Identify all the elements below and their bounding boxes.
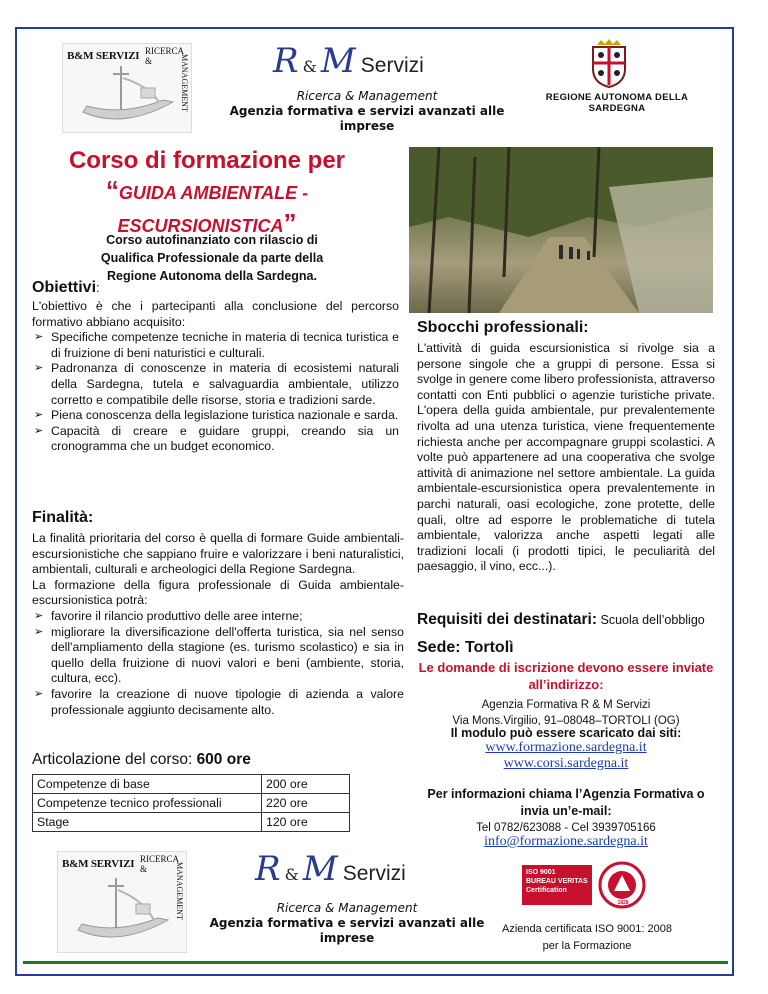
bm-servizi-logo — [62, 43, 192, 133]
list-item: ➢ migliorare la diversificazione dell'offerta turistica, sia nel senso dell'ampliamento della stagione (es. turismo scolastico) e sia in quello della fruizione di nuovi valori e beni (ambiente, storia, cultura, ecc). — [32, 625, 404, 687]
obiettivi-section — [32, 299, 399, 455]
obiettivi-heading-text: Obiettivi — [32, 279, 97, 296]
wordmark-r: R — [273, 41, 299, 81]
table-cell: 200 ore — [262, 775, 350, 794]
footer-wordmark-m: M — [302, 849, 338, 889]
link-corsi[interactable]: www.corsi.sardegna.it — [503, 756, 629, 771]
footer-bm-logo-name: B&M SERVIZI — [62, 858, 135, 870]
link-formazione[interactable]: www.formazione.sardegna.it — [485, 740, 647, 755]
table-row — [33, 813, 350, 832]
address-street: Via Mons.Virgilio, 91–08048–TORTOLI (OG) — [452, 715, 680, 727]
table-cell: 220 ore — [262, 794, 350, 813]
articolazione-hours: 600 ore — [196, 751, 251, 768]
obiettivi-heading — [32, 279, 100, 297]
bm-logo-name: B&M SERVIZI — [67, 50, 140, 62]
certification-label: Certification — [526, 887, 567, 894]
footer-subtitle-italic: Ricerca & Management — [276, 901, 418, 915]
cert-line1: Azienda certificata ISO 9001: 2008 — [502, 923, 672, 935]
finalita-para1: La finalità prioritaria del corso è quella di formare Guide ambientali-escursionistiche che sappiano fruire e valorizzare i beni naturalistici, ambientali, culturali e archeologici della Regione Sardegna. — [32, 531, 404, 577]
list-item: ➢ favorire la creazione di nuove tipologie di azienda a valore professionale aggiunto decisamente alto. — [32, 687, 404, 718]
trail-scene-image — [409, 147, 713, 313]
finalita-section — [32, 531, 404, 718]
footer-wordmark-amp: & — [284, 865, 299, 884]
course-title-escursionistica: ESCURSIONISTICA — [117, 216, 284, 236]
modulo-section — [415, 726, 717, 772]
requisiti-value: Scuola dell’obbligo — [597, 613, 705, 627]
wordmark-servizi: Servizi — [360, 54, 424, 77]
articolazione-label: Articolazione del corso: — [32, 751, 197, 768]
course-subhead: Corso autofinanziato con rilascio di Qualifica Professionale da parte della Regione Autonoma della Sardegna. — [100, 233, 324, 283]
course-title-line1: Corso di formazione per — [68, 147, 346, 174]
table-row — [33, 775, 350, 794]
course-title — [57, 147, 357, 241]
list-item: ➢ Padronanza di conoscenze in materia di ecosistemi naturali della Sardegna, tutela e salvaguardia ambientale, utilizzo corretto e compatibile delle risorse, storia e tradizioni sarde. — [32, 361, 399, 408]
wordmark-amp: & — [302, 57, 317, 76]
bureau-veritas-seal-year: 1828 — [617, 900, 629, 906]
table-cell: Stage — [33, 813, 262, 832]
list-item: ➢ Piena conoscenza della legislazione turistica nazionale e sarda. — [32, 408, 399, 424]
list-item: ➢ Specifiche competenze tecniche in materia di tecnica turistica e di fruizione di beni naturistici e culturali. — [32, 330, 399, 361]
iso-red-block — [522, 865, 592, 905]
iso-certification-badge — [522, 861, 650, 909]
region-name: REGIONE AUTONOMA DELLA SARDEGNA — [545, 92, 689, 114]
list-item: ➢ Capacità di creare e guidare gruppi, creando sia un cronogramma che un budget economico. — [32, 424, 399, 455]
info-heading: Per informazioni chiama l’Agenzia Formativa o invia un’e-mail: — [427, 787, 705, 818]
footer-wordmark-r: R — [255, 849, 281, 889]
open-quote: “ — [105, 175, 119, 205]
course-title-guida: GUIDA AMBIENTALE - — [118, 183, 309, 203]
sbocchi-text: L'attività di guida escursionistica si rivolge sia a persone singole che a gruppi di persone. Essa si svolge in genere come libero professionista, attraverso contatti con Enti pubblici o agenzie turistiche private. L'opera della guida ambientale, pur prevalentemente rivolta ad una utenza turistica, viene frequentemente richiesta anche per accompagnare gruppi scolastici. A volte può appartenere ad una cooperativa che svolge attività di animazione nel settore ambientale. La guida ambientale-escursionistica opera prevalentemente in parchi naturali, oasi ecologiche, zone protette, delle quali, oltre ad esporre le problematiche di tutela ambientale, valorizza anche aspetti legati alle tradizioni locali (i prodotti tipici, le peculiarità del paesaggio, il vino, ecc...). — [417, 341, 716, 574]
bureau-veritas-label: BUREAU VERITAS — [526, 878, 588, 885]
address-agency: Agenzia Formativa R & M Servizi — [481, 699, 651, 711]
header-subtitle-italic: Ricerca & Management — [296, 89, 438, 103]
footer-bm-logo-ricerca: RICERCA & — [140, 854, 179, 874]
sede-heading: Sede: Tortolì — [417, 639, 514, 656]
table-cell: Competenze di base — [33, 775, 262, 794]
modulo-heading: Il modulo può essere scaricato dai siti: — [450, 726, 682, 740]
finalita-heading: Finalità: — [32, 509, 94, 526]
wordmark-m: M — [320, 41, 356, 81]
iso-label: ISO 9001 — [526, 869, 556, 876]
header-subtitle-bold: Agenzia formativa e servizi avanzati alle imprese — [229, 104, 505, 133]
requisiti-heading: Requisiti dei destinatari: — [417, 611, 598, 628]
hours-table — [32, 774, 350, 832]
footer-rm-servizi-wordmark — [255, 849, 455, 897]
requisiti-line — [417, 611, 705, 629]
flyer-page — [15, 27, 734, 976]
footer-bm-logo-management: MANAGEMENT — [175, 862, 184, 920]
close-quote: ” — [283, 208, 297, 238]
rm-servizi-wordmark — [273, 41, 473, 89]
bm-logo-management: MANAGEMENT — [180, 54, 189, 112]
table-row — [33, 794, 350, 813]
info-section — [415, 786, 717, 850]
finalita-para2: La formazione della figura professionale di Guida ambientale-escursionistica potrà: — [32, 577, 404, 608]
sbocchi-heading: Sbocchi professionali: — [417, 319, 589, 336]
finalita-list — [32, 609, 404, 718]
obiettivi-list — [32, 330, 399, 455]
articolazione-heading — [32, 751, 251, 769]
domande-section — [415, 659, 717, 729]
table-cell: Competenze tecnico professionali — [33, 794, 262, 813]
boat-emblem-icon — [63, 44, 191, 132]
hikers-trail-photo — [409, 147, 713, 313]
table-cell: 120 ore — [262, 813, 350, 832]
domande-heading: Le domande di iscrizione devono essere inviate all’indirizzo: — [418, 660, 714, 692]
course-title-line2 — [57, 175, 357, 208]
sardegna-coat-of-arms — [579, 39, 639, 89]
certification-text — [487, 921, 687, 955]
obiettivi-intro: L'obiettivo è che i partecipanti alla conclusione del percorso formativo abbiano acquisito: — [32, 299, 399, 329]
info-phone: Tel 0782/623088 - Cel 3939705166 — [476, 822, 656, 834]
obiettivi-colon: : — [96, 280, 100, 295]
boat-emblem-icon — [58, 852, 186, 952]
footer-subtitle-bold: Agenzia formativa e servizi avanzati alle imprese — [209, 916, 485, 945]
list-item: ➢ favorire il rilancio produttivo delle aree interne; — [32, 609, 404, 625]
footer-bm-servizi-logo — [57, 851, 187, 953]
info-email-link[interactable]: info@formazione.sardegna.it — [484, 834, 648, 849]
bm-logo-ricerca: RICERCA & — [145, 46, 184, 66]
cert-line2: per la Formazione — [542, 940, 632, 952]
footer-wordmark-servizi: Servizi — [342, 862, 406, 885]
bottom-rule — [23, 961, 728, 964]
crest-icon — [579, 39, 639, 89]
